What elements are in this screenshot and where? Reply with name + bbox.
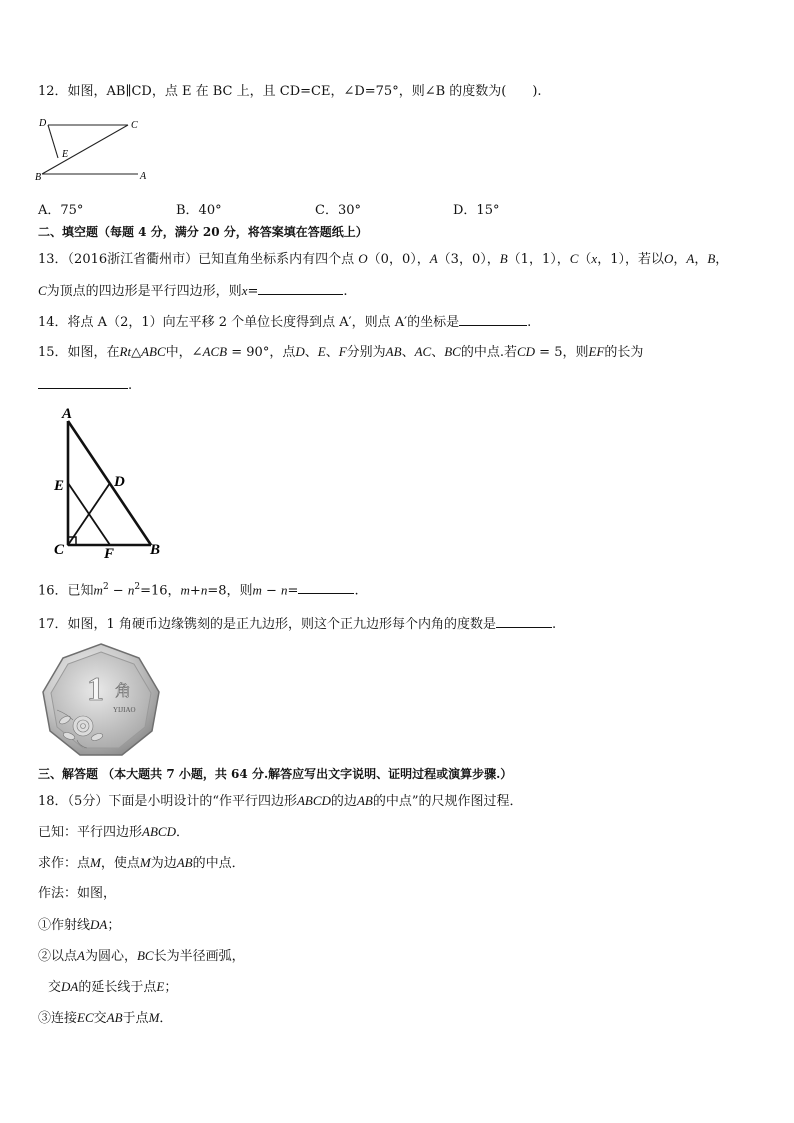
q18-required: 求作：点M，使点M为边AB的中点． (38, 855, 245, 871)
q12-label-b: B (35, 172, 42, 183)
q18-step2-cont: 交DA的延长线于点E； (48, 979, 178, 995)
q15-label-e: E (54, 478, 65, 494)
coin-char: 角 (115, 683, 132, 700)
q17-line: 17．如图，1 角硬币边缘镌刻的是正九边形，则这个正九边形每个内角的度数是 . (38, 614, 556, 634)
q18-method-title: 作法：如图， (38, 886, 117, 901)
q18-step1: ①作射线DA； (38, 917, 121, 933)
q12-option-c: C．30° (315, 203, 361, 218)
q15-label-f: F (104, 546, 115, 562)
q18-given: 已知：平行四边形ABCD． (38, 824, 189, 840)
q18-step2: ②以点A为圆心，BC长为半径画弧， (38, 948, 245, 964)
q15-figure (48, 404, 178, 564)
q15-line1: 15．如图，在Rt△ABC中，∠ACB = 90°，点D、E、F分别为AB、AC、BC的中点.若CD = 5，则EF的长为 (38, 344, 644, 360)
q15-label-b: B (150, 542, 161, 558)
q12-option-b: B．40° (176, 203, 222, 218)
q15-line2: . (38, 375, 132, 395)
q15-label-c: C (54, 542, 65, 558)
q12-label-d: D (39, 118, 47, 129)
q12-label-e: E (62, 149, 69, 160)
q15-label-d: D (114, 474, 125, 490)
q14-answer-blank[interactable] (459, 312, 527, 326)
coin-digit: 1 (87, 671, 104, 708)
q12-label-c: C (131, 120, 138, 131)
q14-line: 14．将点 A（2，1）向左平移 2 个单位长度得到点 A′，则点 A′的坐标是 . (38, 312, 531, 332)
q17-answer-blank[interactable] (496, 614, 552, 628)
q12-figure (34, 114, 154, 184)
q18-step3: ③连接EC交AB于点M． (38, 1010, 173, 1026)
q16-line: 16．已知$m^2 - n^2=16$，m+n=8，则m − n= . (38, 582, 359, 599)
q18-line1: 18．（5分）下面是小明设计的“作平行四边形ABCD的边AB的中点”的尺规作图过程． (38, 793, 523, 809)
q13-answer-blank[interactable] (258, 281, 343, 295)
section2-heading: 二、填空题（每题 4 分，满分 20 分，将答案填在答题纸上） (38, 225, 368, 239)
q12-label-a: A (140, 171, 147, 182)
q13-line1: 13．（2016浙江省衢州市）已知直角坐标系内有四个点 O（0，0），A（3，0），B（1，1），C（x，1），若以O，A，B， (38, 251, 729, 267)
coin-image (37, 640, 165, 760)
q12-text: 12．如图，AB∥CD，点 E 在 BC 上，且 CD=CE，∠D=75°，则∠B 的度数为( ). (38, 84, 542, 99)
coin-pinyin: YIJIAO (113, 706, 136, 714)
q12-option-a: A．75° (38, 203, 84, 218)
q15-label-a: A (62, 406, 73, 422)
q15-answer-blank[interactable] (38, 375, 128, 389)
q16-answer-blank[interactable] (298, 580, 354, 594)
q13-line2: C为顶点的四边形是平行四边形，则x= . (38, 283, 348, 299)
q12-option-d: D．15° (453, 203, 500, 218)
section3-heading: 三、解答题 （本大题共 7 小题，共 64 分.解答应写出文字说明、证明过程或演算步骤.） (38, 767, 513, 781)
q12-line-de (48, 125, 58, 158)
